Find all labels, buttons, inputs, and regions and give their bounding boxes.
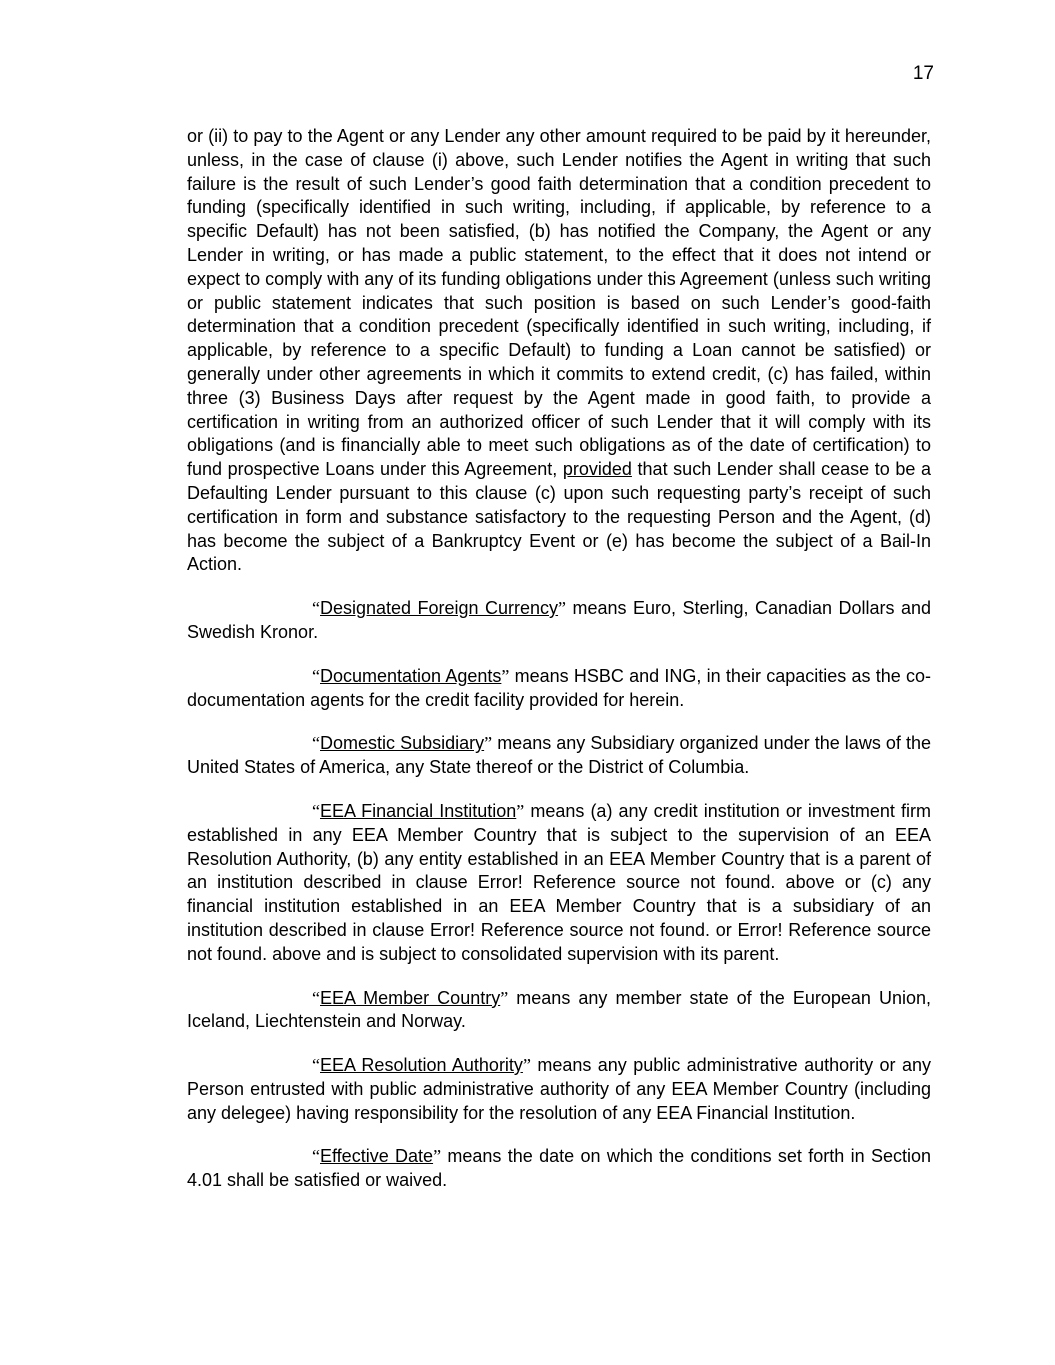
continuation-text: or (ii) to pay to the Agent or any Lender any other amount required to be paid by it hereunder, unless, in the case of clause (i) above, such Lender notifies the Agent in writing that such failure is the result of such Lender’s good faith determination that a condition precedent to funding (specifically identified in such writing, including, if applicable, by reference to a specific Default) has not been satisfied, (b) has notified the Company, the Agent or any Lender in writing, or has made a public statement, to the effect that it does not intend or expect to comply with any of its funding obligations under this Agreement (unless such writing or public statement indicates that such position is based on such Lender’s good-faith determination that a condition precedent (specifically identified in such writing, including, if applicable, by reference to a specific Default) to funding a Loan cannot be satisfied) or generally under other agreements in which it commits to extend credit, (c) has failed, within three (3) Business Days after request by the Agent made in good faith, to provide a certification in writing from an authorized officer of such Lender that it will comply with its obligations (and is financially able to meet such obligations as of the date of certification) to fund prospective Loans under this Agreement, [187,126,931,480]
defined-term: Designated Foreign Currency [320,598,559,619]
definition-text: means the date on which the conditions set forth in Section 4.01 shall be satisfied or waived. [187,1146,931,1191]
continuation-paragraph [187,125,931,577]
document-body [187,125,931,1213]
definition-eea-resolution-authority [187,1054,931,1125]
defined-term: Domestic Subsidiary [320,733,485,754]
defined-term: EEA Financial Institution [320,800,517,821]
close-quote: ” [522,1055,531,1076]
close-quote: ” [516,800,525,821]
close-quote: ” [484,733,493,754]
definition-effective-date [187,1145,931,1193]
open-quote: “ [312,1146,320,1167]
definition-text: means any Subsidiary organized under the laws of the United States of America, any State thereof or the District of Columbia. [187,733,931,778]
close-quote: ” [501,665,510,686]
close-quote: ” [500,987,509,1008]
definition-designated-foreign-currency [187,597,931,645]
definition-text: means any public administrative authority or any Person entrusted with public administrative authority of any EEA Member Country (including any delegee) having responsibility for the resolution of any EEA Financial Institution. [187,1055,931,1123]
close-quote: ” [433,1146,442,1167]
open-quote: “ [312,1055,320,1076]
open-quote: “ [312,800,320,821]
open-quote: “ [312,598,320,619]
definition-text: means any member state of the European Union, Iceland, Liechtenstein and Norway. [187,987,931,1032]
definition-documentation-agents [187,665,931,713]
definition-eea-member-country [187,987,931,1035]
defined-term: EEA Member Country [320,987,501,1008]
definition-text: means HSBC and ING, in their capacities as the co-documentation agents for the credit facility provided for herein. [187,665,932,710]
open-quote: “ [312,733,320,754]
close-quote: ” [558,598,567,619]
defined-term: Effective Date [320,1146,434,1167]
definition-domestic-subsidiary [187,732,931,780]
defined-term: Documentation Agents [320,665,502,686]
continuation-text-after: that such Lender shall cease to be a Defaulting Lender pursuant to this clause (c) upon such requesting party’s receipt of such certification in form and substance satisfactory to the requesting Person and the Agent, (d) has become the subject of a Bankruptcy Event or (e) has become the subject of a Bail-In Action. [187,459,931,575]
open-quote: “ [312,665,320,686]
provided-word: provided [562,459,632,480]
definition-text: means (a) any credit institution or investment firm established in any EEA Member Country that is subject to the supervision of an EEA Resolution Authority, (b) any entity established in an EEA Member Country that is a parent of an institution described in clause Error! Reference source not found. above or (c) any financial institution established in an EEA Member Country that is a subsidiary of an institution described in clause Error! Reference source not found. or Error! Reference source not found. above and is subject to consolidated supervision with its parent. [187,800,931,964]
definition-text: means Euro, Sterling, Canadian Dollars and Swedish Kronor. [187,598,931,642]
definition-eea-financial-institution [187,800,931,967]
open-quote: “ [312,987,320,1008]
page-number: 17 [912,63,934,84]
defined-term: EEA Resolution Authority [320,1055,523,1076]
